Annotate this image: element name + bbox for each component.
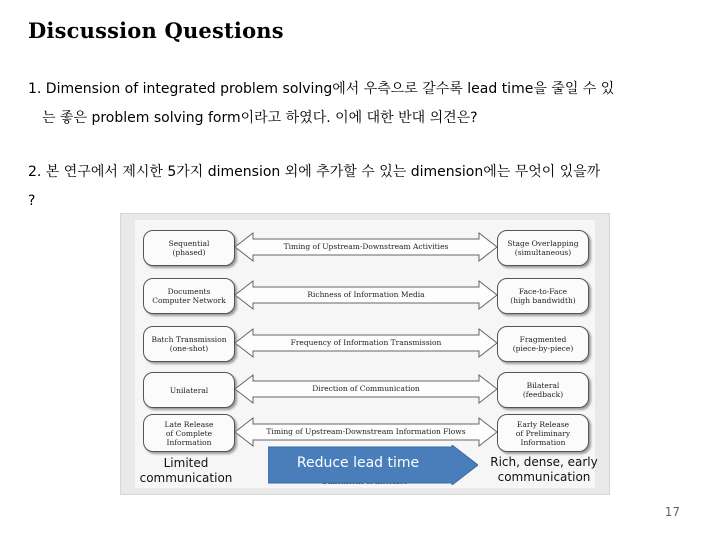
question-1-line-1: 1. Dimension of integrated problem solving에서 우측으로 갈수록 lead time을 줄일 수 있 bbox=[28, 81, 615, 97]
question-1 bbox=[28, 75, 698, 133]
row-2-right-box: Face-to-Face (high bandwidth) bbox=[497, 278, 589, 314]
question-2-line-1: 2. 본 연구에서 제시한 5가지 dimension 외에 추가할 수 있는 dimension에는 무엇이 있을까 bbox=[28, 164, 601, 180]
row-1-label: Timing of Upstream-Downstream Activities bbox=[283, 242, 449, 251]
row-3-label: Frequency of Information Transmission bbox=[290, 338, 442, 347]
page-number: 17 bbox=[664, 505, 680, 519]
row-3-arrow bbox=[235, 327, 497, 359]
question-1-line-2: 는 좋은 problem solving form이라고 하였다. 이에 대한 반대 의견은? bbox=[42, 110, 478, 126]
reduce-lead-time-label: Reduce lead time bbox=[296, 455, 420, 471]
row-2-label: Richness of Information Media bbox=[307, 290, 425, 299]
row-4-left-box: Unilateral bbox=[143, 372, 235, 408]
row-5-left-box: Late Release of Complete Information bbox=[143, 414, 235, 452]
question-2-line-2: ? bbox=[28, 193, 36, 209]
limited-communication-label: Limited communication bbox=[139, 456, 233, 485]
row-5-label: Timing of Upstream-Downstream Information Flows bbox=[266, 427, 466, 436]
row-1-right-box: Stage Overlapping (simultaneous) bbox=[497, 230, 589, 266]
row-5-right-box: Early Release of Preliminary Information bbox=[497, 414, 589, 452]
row-4-right-box: Bilateral (feedback) bbox=[497, 372, 589, 408]
row-1-arrow bbox=[235, 231, 497, 263]
question-2 bbox=[28, 158, 698, 216]
slide-title: Discussion Questions bbox=[28, 18, 284, 43]
row-2-left-box: Documents Computer Network bbox=[143, 278, 235, 314]
row-4-arrow bbox=[235, 373, 497, 405]
row-1-left-box: Sequential (phased) bbox=[143, 230, 235, 266]
row-4-label: Direction of Communication bbox=[312, 384, 420, 393]
row-2-arrow bbox=[235, 279, 497, 311]
row-3-left-box: Batch Transmission (one-shot) bbox=[143, 326, 235, 362]
row-5-arrow bbox=[235, 416, 497, 448]
rich-communication-label: Rich, dense, early communication bbox=[490, 455, 598, 484]
row-3-right-box: Fragmented (piece-by-piece) bbox=[497, 326, 589, 362]
